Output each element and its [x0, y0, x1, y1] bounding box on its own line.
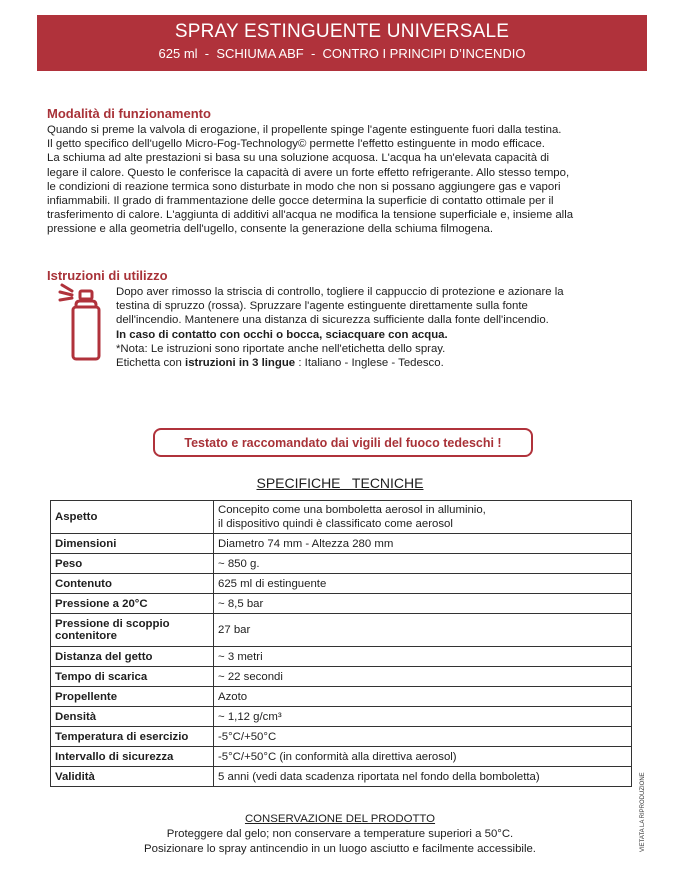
spec-key: Dimensioni [51, 534, 214, 554]
conservazione-line: Proteggere dal gelo; non conservare a temperature superiori a 50°C. [166, 828, 514, 840]
page-title: SPRAY ESTINGUENTE UNIVERSALE [174, 21, 510, 42]
spec-key: Intervallo di sicurezza [51, 747, 214, 767]
istruzioni-note: *Nota: Le istruzioni sono riportate anche nell'etichetta dello spray. [116, 342, 446, 355]
spec-value: Azoto [214, 687, 632, 707]
istruzioni-title: Istruzioni di utilizzo [47, 268, 168, 283]
spec-key: Distanza del getto [51, 647, 214, 667]
spec-value: 27 bar [214, 614, 632, 647]
istruzioni-line: dell'incendio. Mantenere una distanza di sicurezza sufficiente dalla fonte dell'incendio. [116, 314, 549, 327]
spray-can-icon [58, 283, 106, 363]
spec-key: Temperatura di esercizio [51, 727, 214, 747]
spec-key: Pressione a 20°C [51, 594, 214, 614]
conservazione-title: CONSERVAZIONE DEL PRODOTTO [244, 813, 436, 825]
table-row [51, 614, 632, 647]
istruzioni-languages [116, 356, 646, 370]
table-row [51, 534, 632, 554]
spec-key [51, 614, 214, 647]
spec-value: ~ 850 g. [214, 554, 632, 574]
spec-key-line: Pressione di scoppio [55, 618, 170, 630]
spec-table [50, 500, 632, 787]
table-row [51, 747, 632, 767]
spec-key: Peso [51, 554, 214, 574]
spec-value: Diametro 74 mm - Altezza 280 mm [214, 534, 632, 554]
spec-key-line: contenitore [55, 630, 118, 642]
spec-key: Contenuto [51, 574, 214, 594]
spec-value: ~ 1,12 g/cm³ [214, 707, 632, 727]
spec-key: Aspetto [51, 501, 214, 534]
modalita-text: Quando si preme la valvola di erogazione, il propellente spinge l'agente estinguente fuori dalla testina. Il getto specifico dell'ugello Micro-Fog-Technology© permette l'effetto estinguente in modo efficace. La schiuma ad alte prestazioni si basa su una soluzione acquosa. L'acqua ha un'elevata capacità di legare il calore. Questo le conferisce la capacità di avere un forte effetto refrigerante. Allo stesso tempo, le condizioni di reazione termica sono disturbate in modo che non si possano aggiungere gas e vapori infiammabili. Il grado di frammentazione delle gocce determina la superficie di contatto ottimale per il trasferimento di calore. L'aggiunta di additivi all'acqua ne modifica la tensione superficiale e, insieme alla pressione e alla geometria dell'ugello, consente la generazione della schiuma filmogena. [47, 124, 574, 236]
conservazione-line: Posizionare lo spray antincendio in un luogo asciutto e facilmente accessibile. [144, 843, 536, 855]
spec-value-line: Concepito come una bomboletta aerosol in alluminio, [218, 504, 486, 516]
table-row [51, 647, 632, 667]
spec-value: ~ 8,5 bar [214, 594, 632, 614]
spec-value: -5°C/+50°C [214, 727, 632, 747]
table-row [51, 667, 632, 687]
istruzioni-line: testina di spruzzo (rossa). Spruzzare l'agente estinguente direttamente sulla fonte [116, 300, 528, 313]
spec-key: Tempo di scarica [51, 667, 214, 687]
table-row [51, 574, 632, 594]
callout-box: Testato e raccomandato dai vigili del fuoco tedeschi ! [153, 428, 533, 457]
spec-key: Densità [51, 707, 214, 727]
istruzioni-warning: In caso di contatto con occhi o bocca, sciacquare con acqua. [116, 328, 448, 341]
spec-value: ~ 22 secondi [214, 667, 632, 687]
conservazione-section [0, 812, 680, 857]
table-row [51, 767, 632, 787]
spec-value: 5 anni (vedi data scadenza riportata nel fondo della bomboletta) [214, 767, 632, 787]
languages-list: : Italiano - Inglese - Tedesco. [295, 357, 444, 370]
page-subtitle: 625 ml - SCHIUMA ABF - CONTRO I PRINCIPI D’INCENDIO [158, 46, 526, 61]
istruzioni-text [116, 285, 646, 370]
table-row [51, 687, 632, 707]
istruzioni-line: Dopo aver rimosso la striscia di controllo, togliere il cappuccio di protezione e azionare la [116, 286, 564, 298]
spec-key: Validità [51, 767, 214, 787]
table-row [51, 594, 632, 614]
modalita-title: Modalità di funzionamento [47, 106, 211, 121]
spec-value: -5°C/+50°C (in conformità alla direttiva aerosol) [214, 747, 632, 767]
table-row [51, 501, 632, 534]
spec-value: 625 ml di estinguente [214, 574, 632, 594]
spec-key: Propellente [51, 687, 214, 707]
spec-value: ~ 3 metri [214, 647, 632, 667]
spec-value-line: il dispositivo quindi è classificato come aerosol [218, 518, 453, 530]
languages-prefix: Etichetta con [116, 357, 186, 370]
spec-value [214, 501, 632, 534]
spec-title: SPECIFICHE TECNICHE [256, 475, 424, 491]
table-row [51, 707, 632, 727]
header-banner [37, 15, 647, 71]
languages-bold: istruzioni in 3 lingue [185, 357, 296, 370]
table-row [51, 727, 632, 747]
side-note: VIETATA LA RIPRODUZIONE [640, 772, 646, 852]
table-row [51, 554, 632, 574]
